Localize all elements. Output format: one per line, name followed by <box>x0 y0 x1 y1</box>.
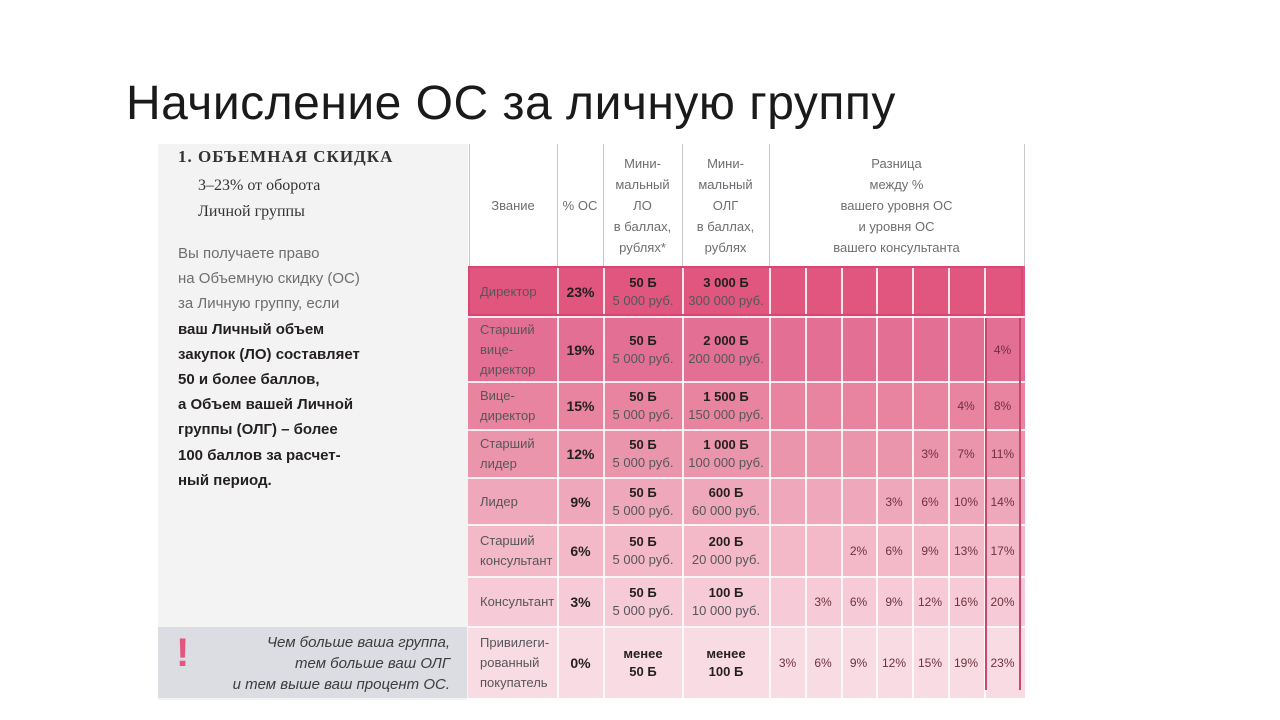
header-line: и уровня ОС <box>858 218 935 234</box>
difference-cell: 14% <box>990 494 1015 509</box>
bold-text-line: а Объем вашей Личной <box>178 396 354 414</box>
header-line: мальный <box>615 176 670 192</box>
header-divider <box>557 144 558 266</box>
difference-cell <box>841 382 876 430</box>
rank-cell <box>470 627 557 698</box>
column-divider <box>682 266 684 698</box>
header-line: мальный <box>698 176 753 192</box>
difference-cell: 17% <box>990 544 1015 558</box>
difference-cell: 9% <box>885 595 903 609</box>
difference-cell: 3% <box>921 447 939 461</box>
header-divider <box>1024 144 1025 266</box>
bold-text-line: группы (ОЛГ) – более <box>178 421 338 439</box>
bold-text-line: 100 баллов за расчет- <box>178 446 341 464</box>
difference-divider <box>876 266 878 698</box>
min-lo-cell <box>604 577 682 627</box>
min-lo-cell <box>604 478 682 525</box>
percent-cell: 6% <box>570 543 591 559</box>
header-line: вашего консультанта <box>833 239 960 255</box>
min-olg-cell <box>683 577 769 627</box>
min-olg-points: 1 500 Б <box>703 389 749 404</box>
min-olg-rubles: 200 000 руб. <box>688 350 764 366</box>
column-divider <box>603 266 605 698</box>
header-line: вашего уровня ОС <box>840 197 953 213</box>
min-olg-cell <box>683 525 769 577</box>
difference-cell <box>770 382 805 430</box>
min-lo-points: 50 Б <box>629 484 657 500</box>
difference-divider <box>805 266 807 698</box>
min-olg-points: 2 000 Б <box>703 332 749 348</box>
min-lo-points: 50 Б <box>629 437 657 452</box>
rank-cell <box>470 430 557 478</box>
min-lo-cell <box>604 627 682 698</box>
min-olg-rubles: 300 000 руб. <box>688 292 764 308</box>
min-lo-rubles: 50 Б <box>629 663 657 679</box>
exclamation-icon: ! <box>176 631 190 675</box>
difference-cell <box>876 382 912 430</box>
min-lo-cell <box>604 430 682 478</box>
difference-cell: 6% <box>849 595 868 609</box>
min-lo-points: 50 Б <box>629 534 657 549</box>
column-divider <box>769 266 771 698</box>
difference-cell: 8% <box>993 399 1012 413</box>
min-lo-rubles: 5 000 руб. <box>612 407 674 422</box>
difference-cell: 3% <box>778 655 797 670</box>
row-divider <box>468 316 1025 318</box>
difference-cell: 13% <box>953 544 979 558</box>
min-olg-points: 1 000 Б <box>703 437 749 452</box>
difference-cell <box>770 430 805 478</box>
note-line: тем больше ваш ОЛГ <box>295 655 450 672</box>
rank-line: Директор <box>480 283 537 299</box>
difference-divider <box>841 266 843 698</box>
difference-cell: 6% <box>814 655 832 670</box>
note-line: и тем выше ваш процент ОС. <box>232 676 450 693</box>
header-divider <box>469 144 470 266</box>
min-lo-points: менее <box>623 645 663 661</box>
header-line: в баллах, <box>613 218 672 234</box>
difference-cell: 10% <box>953 494 979 509</box>
difference-cell: 9% <box>849 655 868 670</box>
difference-cell: 15% <box>917 655 943 670</box>
rank-line: Старший <box>480 436 535 451</box>
down-arrow-line <box>985 318 987 690</box>
conditions-text <box>178 241 463 493</box>
header-line: ЛО <box>633 197 652 213</box>
difference-cell: 3% <box>885 494 903 509</box>
min-lo-cell <box>604 382 682 430</box>
header-line: рублях* <box>619 239 666 255</box>
min-lo-rubles: 5 000 руб. <box>612 603 674 618</box>
rank-line: вице- <box>480 341 514 357</box>
min-olg-rubles: 100 Б <box>708 663 744 679</box>
header-rank: Звание <box>491 197 535 213</box>
bold-text-line: закупок (ЛО) составляет <box>178 345 360 363</box>
slide-title: Начисление ОС за личную группу <box>126 77 896 130</box>
header-min-lo <box>604 146 681 264</box>
difference-cell <box>912 317 948 382</box>
header-divider <box>682 144 683 266</box>
difference-cell: 6% <box>921 494 939 509</box>
subheading-line-2: Личной группы <box>198 203 305 220</box>
header-line: Мини- <box>707 155 744 171</box>
difference-cell: 12% <box>881 655 907 670</box>
percent-cell: 9% <box>570 493 591 510</box>
down-arrow-line <box>1019 318 1021 690</box>
row-divider <box>468 626 1025 628</box>
difference-cell <box>841 430 876 478</box>
rank-cell <box>470 317 557 382</box>
rank-line: Привилеги- <box>480 634 550 650</box>
min-lo-points: 50 Б <box>629 332 657 348</box>
min-lo-rubles: 5 000 руб. <box>612 502 674 518</box>
rank-line: Вице- <box>480 388 515 403</box>
difference-cell: 9% <box>921 544 939 558</box>
min-olg-cell <box>683 317 769 382</box>
difference-cell: 2% <box>849 544 868 558</box>
header-min-olg <box>683 146 768 264</box>
difference-cell: 4% <box>957 399 975 413</box>
text-line: на Объемную скидку (ОС) <box>178 270 360 288</box>
percent-cell: 15% <box>566 398 595 414</box>
rank-line: покупатель <box>480 674 548 690</box>
bold-text-line: 50 и более баллов, <box>178 371 320 389</box>
header-line: Разница <box>871 155 922 171</box>
note-line: Чем больше ваша группа, <box>266 634 450 651</box>
min-olg-rubles: 20 000 руб. <box>691 552 761 567</box>
rank-cell <box>470 382 557 430</box>
min-olg-rubles: 150 000 руб. <box>688 407 764 422</box>
min-lo-points: 50 Б <box>629 274 657 290</box>
min-lo-rubles: 5 000 руб. <box>612 292 674 308</box>
difference-cell: 23% <box>990 655 1015 670</box>
difference-cell <box>770 478 805 525</box>
difference-cell: 19% <box>953 655 979 670</box>
header-divider <box>603 144 604 266</box>
section-heading: 1. ОБЪЕМНАЯ СКИДКА <box>178 147 394 166</box>
header-difference <box>770 146 1023 264</box>
row-divider <box>468 429 1025 431</box>
difference-cell <box>841 478 876 525</box>
header-line: ОЛГ <box>712 197 739 213</box>
text-line: Вы получаете право <box>178 245 320 262</box>
row-divider <box>468 576 1025 578</box>
min-olg-points: менее <box>706 645 746 661</box>
rank-line: Старший <box>480 321 535 337</box>
percent-cell: 12% <box>566 446 595 462</box>
min-olg-cell <box>683 627 769 698</box>
min-olg-points: 200 Б <box>708 534 744 549</box>
difference-cell <box>770 525 805 577</box>
min-olg-cell <box>683 382 769 430</box>
difference-cell <box>912 382 948 430</box>
min-lo-points: 50 Б <box>629 585 657 600</box>
difference-cell <box>770 577 805 627</box>
difference-cell: 4% <box>993 342 1012 357</box>
min-olg-cell <box>683 430 769 478</box>
percent-cell: 3% <box>570 594 591 610</box>
note-text <box>180 632 450 695</box>
difference-cell: 20% <box>990 595 1015 609</box>
header-line: в баллах, <box>696 218 755 234</box>
min-lo-rubles: 5 000 руб. <box>612 455 674 470</box>
director-row-highlight <box>468 266 1023 316</box>
text-line: за Личную группу, если <box>178 295 340 313</box>
min-lo-rubles: 5 000 руб. <box>612 552 674 567</box>
header-line: рублях <box>704 239 747 255</box>
min-lo-cell <box>604 317 682 382</box>
difference-cell: 12% <box>917 595 943 609</box>
difference-cell <box>876 317 912 382</box>
difference-cell <box>948 317 984 382</box>
difference-cell: 7% <box>957 447 975 461</box>
difference-cell: 6% <box>885 544 903 558</box>
difference-cell: 3% <box>814 595 832 609</box>
difference-cell <box>841 317 876 382</box>
rank-line: Старший <box>480 533 535 548</box>
row-divider <box>468 524 1025 526</box>
rank-cell <box>470 577 557 627</box>
percent-cell: 19% <box>566 341 595 358</box>
header-line: между % <box>869 176 924 192</box>
min-olg-points: 100 Б <box>708 585 744 600</box>
min-lo-rubles: 5 000 руб. <box>612 350 674 366</box>
difference-cell: 16% <box>953 595 979 609</box>
rank-line: Консультант <box>480 594 555 609</box>
row-divider <box>468 477 1025 479</box>
row-divider <box>468 381 1025 383</box>
difference-cell <box>805 430 841 478</box>
min-lo-points: 50 Б <box>629 389 657 404</box>
min-olg-points: 3 000 Б <box>703 274 749 290</box>
difference-cell: 11% <box>990 447 1015 461</box>
min-olg-rubles: 100 000 руб. <box>688 455 764 470</box>
difference-cell <box>876 430 912 478</box>
percent-cell: 23% <box>566 283 595 300</box>
subheading-line-1: 3–23% от оборота <box>198 177 321 194</box>
rank-line: Лидер <box>480 493 518 509</box>
rank-cell <box>470 478 557 525</box>
difference-cell <box>805 317 841 382</box>
rank-line: лидер <box>480 456 517 471</box>
header-percent: % ОС <box>562 197 598 213</box>
min-olg-rubles: 10 000 руб. <box>691 603 761 618</box>
rank-line: директор <box>480 408 536 423</box>
difference-divider <box>912 266 914 698</box>
percent-cell: 0% <box>570 654 591 671</box>
header-divider <box>769 144 770 266</box>
header-line: Мини- <box>624 155 661 171</box>
min-olg-cell <box>683 478 769 525</box>
difference-divider <box>948 266 950 698</box>
min-olg-rubles: 60 000 руб. <box>691 502 761 518</box>
column-divider <box>557 266 559 698</box>
section-subheading <box>198 173 320 225</box>
rank-line: рованный <box>480 654 540 670</box>
bold-text-line: ваш Личный объем <box>178 320 325 338</box>
difference-cell <box>805 382 841 430</box>
min-lo-cell <box>604 525 682 577</box>
difference-cell <box>770 317 805 382</box>
bold-text-line: ный период. <box>178 471 272 489</box>
rank-line: директор <box>480 361 536 377</box>
difference-cell <box>805 525 841 577</box>
rank-line: консультант <box>480 553 553 568</box>
rank-cell <box>470 525 557 577</box>
difference-cell <box>805 478 841 525</box>
min-olg-points: 600 Б <box>708 484 744 500</box>
